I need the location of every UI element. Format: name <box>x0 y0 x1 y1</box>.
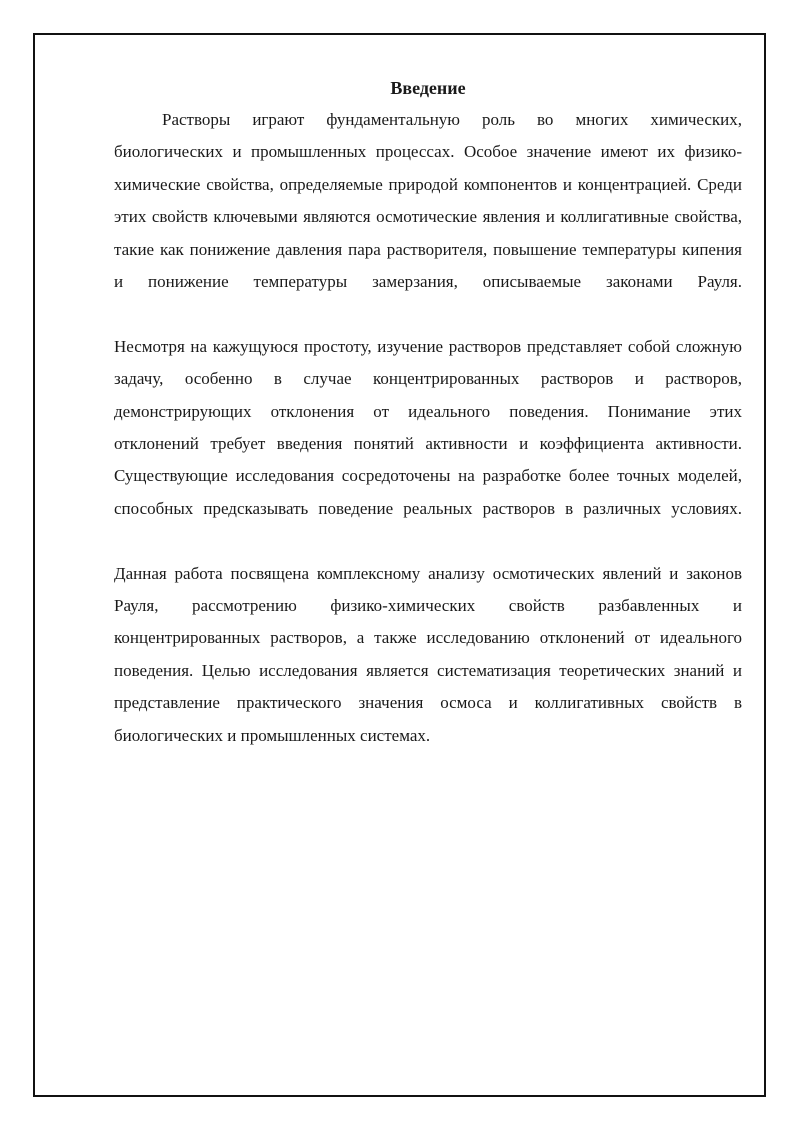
paragraph-spacer <box>114 298 742 330</box>
paragraph-intro: Растворы играют фундаментальную роль во многих химических, биологических и промышленных процессах. Особое значение имеют их физико-химические свойства, определяемые природой компонентов и концентрацией. Среди этих свойств ключевыми являются осмотические явления и коллигативные свойства, такие как понижение давления пара растворителя, повышение температуры кипения и понижение температуры замерзания, описываемые законами Рауля. <box>114 110 742 292</box>
document-body <box>114 72 742 752</box>
paragraph-purpose: Данная работа посвящена комплексному анализу осмотических явлений и законов Рауля, рассмотрению физико-химических свойств разбавленных и концентрированных растворов, а также исследованию отклонений от идеального поведения. Целью исследования является систематизация теоретических знаний и представление практического значения осмоса и коллигативных свойств в биологических и промышленных системах. <box>114 563 742 745</box>
paragraph-complexity: Несмотря на кажущуюся простоту, изучение растворов представляет собой сложную задачу, особенно в случае концентрированных растворов и растворов, демонстрирующих отклонения от идеального поведения. Понимание этих отклонений требует введения понятий активности и коэффициента активности. Существующие исследования сосредоточены на разработке более точных моделей, способных предсказывать поведение реальных растворов в различных условиях. <box>114 336 742 518</box>
document-title: Введение <box>390 78 466 98</box>
paragraph-spacer <box>114 525 742 557</box>
